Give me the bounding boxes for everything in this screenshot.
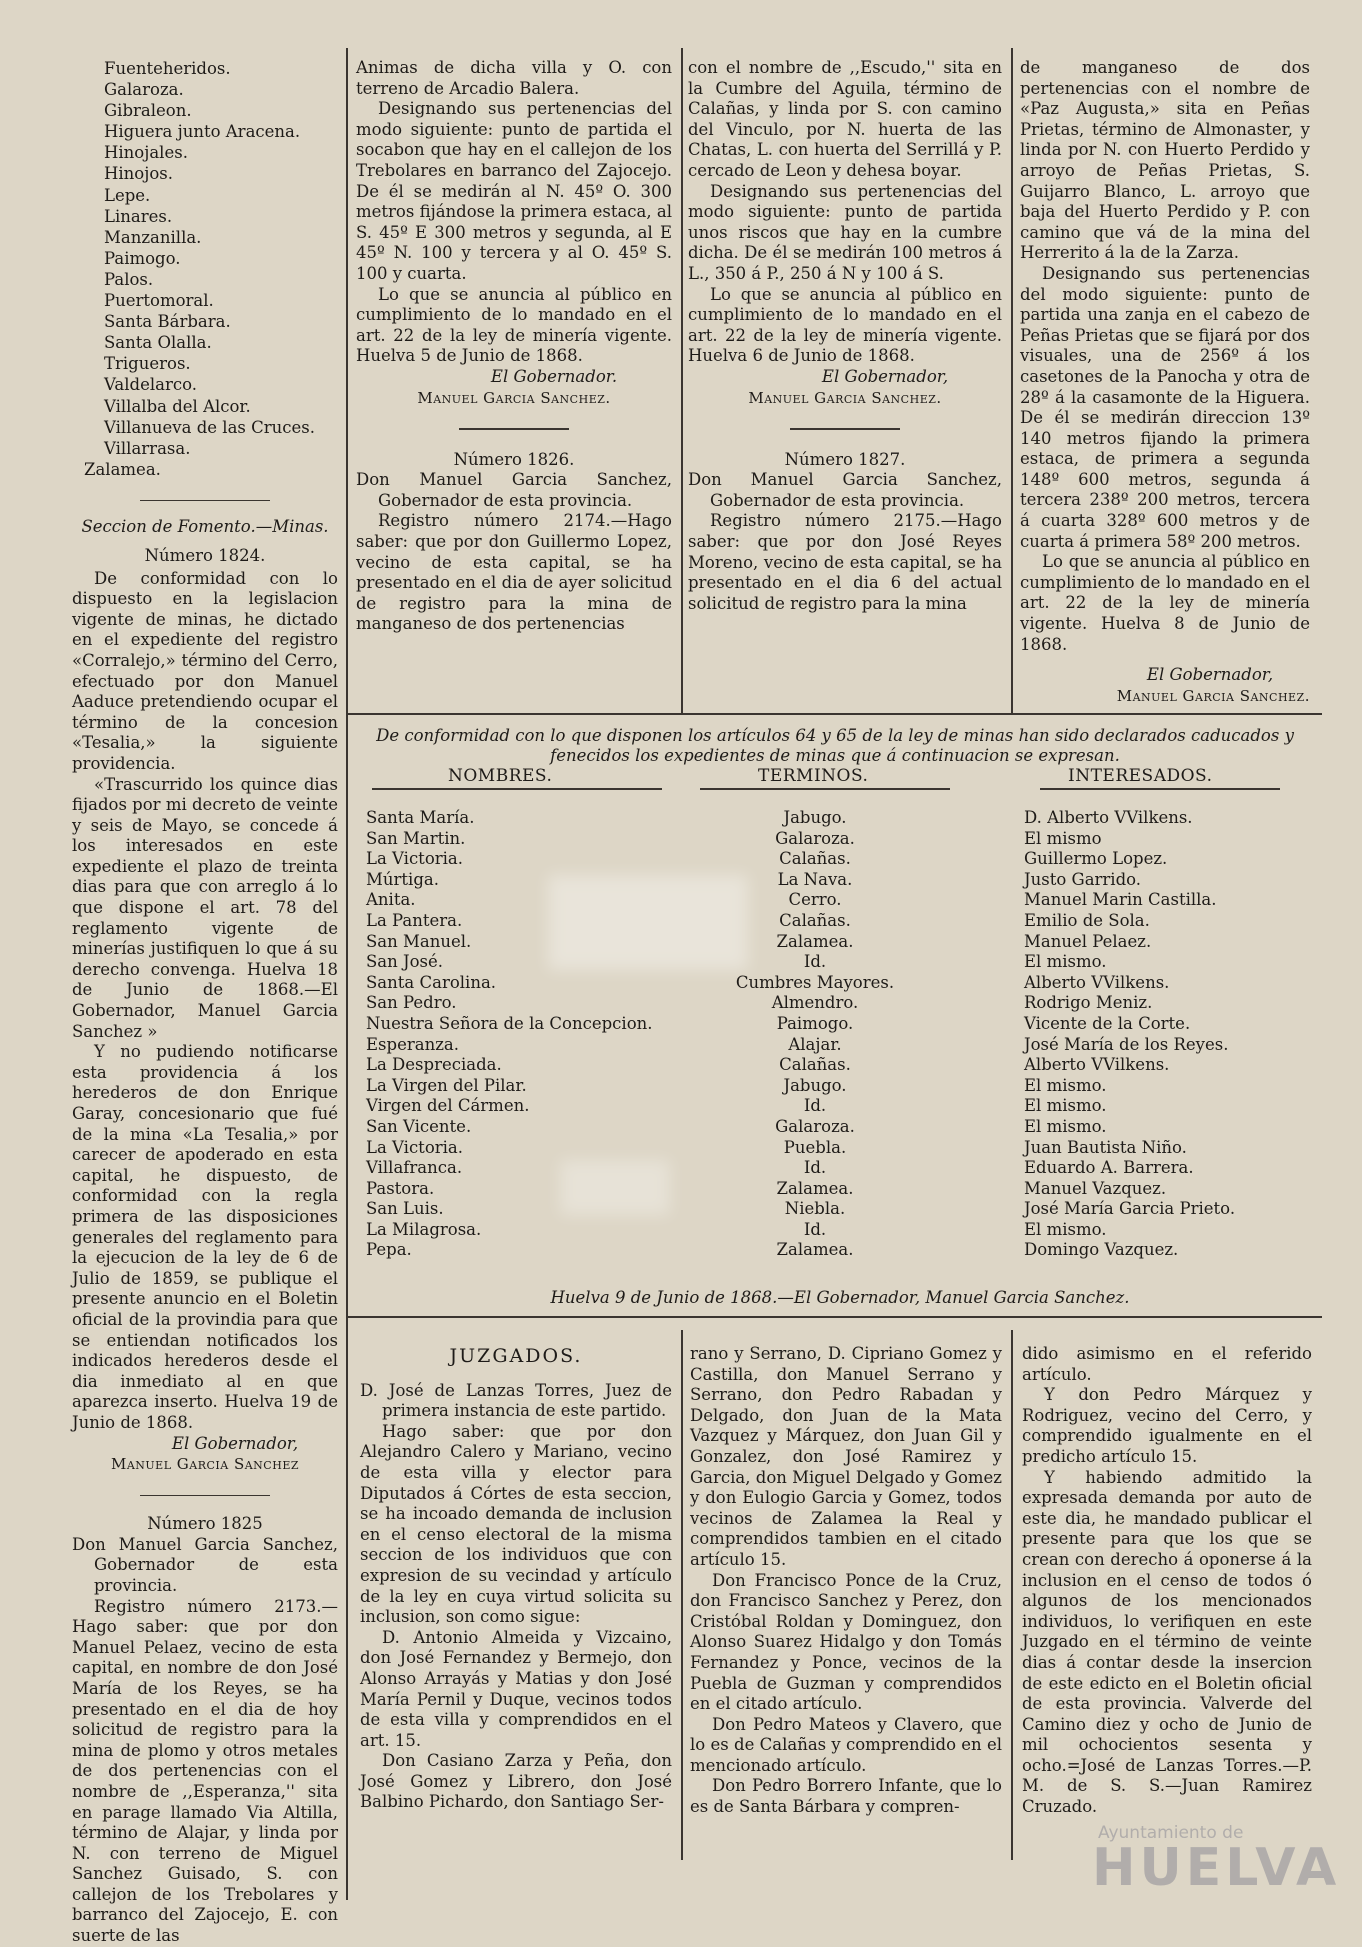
notice-paragraph: «Trascurrido los quince dias fijados por mi decreto de veinte y seis de Mayo, se concede á los interesados en este expediente el plazo de treinta dias para que con arreglo á lo que dispone el art. 78 del reglamento vigente de minerías justifiquen lo que á su derecho convenga. Huelva 18 de Junio de 1868.—El Gobernador, Manuel Garcia Sanchez » [72, 774, 338, 1041]
table-cell-nombre: Esperanza. [366, 1034, 459, 1054]
table-cell-termino: La Nava. [777, 869, 853, 889]
header-nombres: NOMBRES. [448, 766, 553, 786]
table-cell-termino: Zalamea. [776, 931, 854, 951]
table-cell-termino: Cumbres Mayores. [735, 972, 895, 992]
place-item: Valdelarco. [104, 375, 197, 395]
notice-paragraph: Designando sus pertenencias del modo siguiente: punto de partida unos riscos que hay en la cumbre dicha. De él se medirán 100 metros á L., 350 á P., 250 á N y 100 á S. [688, 181, 1002, 283]
notice-paragraph: De conformidad con lo dispuesto en la legislacion vigente de minas, he dictado en el expediente del registro «Corralejo,» término del Cerro, efectuado por don Manuel Aaduce pretendiendo ocupar el término de la concesion «Tesalia,» la siguiente providencia. [72, 568, 338, 773]
table-cell-nombre: Virgen del Cármen. [366, 1096, 530, 1116]
notice-paragraph: dido asimismo en el referido artículo. [1022, 1344, 1312, 1384]
column-rule [1011, 1330, 1013, 1860]
place-item: Galaroza. [104, 80, 184, 100]
place-item: Paimogo. [104, 248, 181, 268]
notice-paragraph: de manganeso de dos pertenencias con el nombre de «Paz Augusta,» sita en Peñas Prietas, término de Almonaster, y linda por N. con Huerto Perdido y arroyo de Peñas Prietas, S. Guijarro Blanco, L. arroyo que baja del Huerto Perdido y P. con camino que vá de la mina del Herrerito á la de la Zarza. [1020, 58, 1310, 263]
places-list [72, 58, 338, 480]
table-cell-interesado: El mismo [1024, 828, 1102, 848]
place-item: Hinojales. [104, 143, 188, 163]
notice-paragraph: Lo que se anuncia al público en cumplimiento de lo mandado en el art. 22 de la ley de minería vigente. Huelva 5 de Junio de 1868. [356, 284, 672, 366]
watermark-line2: HUELVA [1092, 1838, 1341, 1898]
notice-paragraph: Y don Pedro Márquez y Rodriguez, vecino del Cerro, y comprendido igualmente en el predicho artículo 15. [1022, 1385, 1312, 1466]
place-item: Lepe. [104, 185, 151, 205]
section-rule [346, 713, 1322, 715]
table-column-nombres [366, 808, 653, 1261]
table-cell-nombre: Pepa. [366, 1240, 412, 1260]
notice-paragraph: rano y Serrano, D. Cipriano Gomez y Castilla, don Manuel Serrano y Serrano, don Pedro Rabadan y Delgado, don Juan de la Mata Vazquez y Márquez, don Juan Gil y Gonzalez, don José Ramirez y Garcia, don Miguel Delgado y Gomez y don Eulogio Garcia y Gomez, todos vecinos de Zalamea la Real y comprendidos tambien en el citado artículo 15. [690, 1344, 1002, 1569]
notice-paragraph: Lo que se anuncia al público en cumplimiento de lo mandado en el art. 22 de la ley de minería vigente. Huelva 8 de Junio de 1868. [1020, 552, 1310, 654]
signature-title: El Gobernador, [171, 1433, 299, 1453]
table-cell-interesado: El mismo. [1024, 1096, 1107, 1116]
notice-paragraph: con el nombre de ,,Escudo,'' sita en la Cumbre del Aguila, término de Calañas, y linda por S. con camino del Vinculo, por N. huerta de las Chatas, L. con huerta del Serrillá y P. cercado de Leon y dehesa boyar. [688, 58, 1002, 180]
place-item: Santa Olalla. [104, 333, 212, 353]
header-rule [700, 788, 950, 790]
table-cell-nombre: San José. [366, 952, 444, 972]
column-rule [346, 713, 348, 1900]
table-cell-termino: Alajar. [788, 1034, 842, 1054]
column-rule [1011, 48, 1013, 713]
place-item: Villarrasa. [104, 438, 191, 458]
table-cell-interesado: Justo Garrido. [1024, 869, 1142, 889]
table-cell-interesado: Emilio de Sola. [1024, 910, 1150, 930]
place-item: Trigueros. [104, 354, 191, 374]
notice-paragraph: Don Casiano Zarza y Peña, don José Gomez y Librero, don José Balbino Pichardo, don Santiago Ser- [360, 1751, 672, 1812]
table-cell-interesado: Juan Bautista Niño. [1024, 1137, 1187, 1157]
table-cell-interesado: Rodrigo Meniz. [1024, 993, 1153, 1013]
juzgados-heading: JUZGADOS. [449, 1345, 583, 1367]
notice-paragraph: D. Antonio Almeida y Vizcaino, don José Fernandez y Bermejo, don Alonso Arrayás y Matias y don José María Pernil y Duque, vecinos todos de esta villa y comprendidos en el art. 15. [360, 1627, 672, 1750]
place-item: Puertomoral. [104, 291, 214, 311]
notice-paragraph: Animas de dicha villa y O. con terreno de Arcadio Balera. [356, 58, 672, 98]
place-item: Villalba del Alcor. [104, 396, 251, 416]
signature-title: El Gobernador. [490, 366, 618, 386]
juzgados-column-1 [360, 1344, 672, 1813]
table-cell-nombre: Villafranca. [366, 1158, 463, 1178]
signature-title: El Gobernador, [1146, 665, 1274, 685]
table-cell-termino: Calañas. [779, 849, 851, 869]
notice-heading: Don Manuel Garcia Sanchez, Gobernador de esta provincia. [688, 470, 1002, 510]
table-cell-termino: Jabugo. [783, 808, 847, 827]
section-heading: Seccion de Fomento.—Minas. [81, 517, 329, 537]
table-cell-nombre: La Pantera. [366, 910, 463, 930]
place-item: Palos. [104, 269, 154, 289]
table-column-interesados [1024, 808, 1235, 1261]
header-rule [1040, 788, 1280, 790]
table-cell-termino: Id. [803, 952, 827, 972]
table-cell-interesado: Vicente de la Corte. [1024, 1013, 1191, 1033]
table-cell-termino: Zalamea. [776, 1178, 854, 1198]
header-interesados: INTERESADOS. [1068, 766, 1213, 786]
caducados-footer: Huelva 9 de Junio de 1868.—El Gobernador, Manuel Garcia Sanchez. [550, 1288, 1130, 1307]
table-cell-interesado: El mismo. [1024, 1116, 1107, 1136]
table-cell-nombre: Múrtiga. [366, 869, 439, 889]
divider [790, 428, 900, 430]
table-cell-nombre: San Pedro. [366, 993, 457, 1013]
table-cell-interesado: El mismo. [1024, 1075, 1107, 1095]
table-cell-nombre: La Despreciada. [366, 1055, 502, 1075]
place-item: Villanueva de las Cruces. [104, 417, 315, 437]
table-cell-nombre: Pastora. [366, 1178, 435, 1198]
table-cell-interesado: El mismo. [1024, 1219, 1107, 1239]
place-item: Higuera junto Aracena. [104, 122, 301, 142]
signature-name: Manuel Garcia Sanchez. [748, 388, 942, 407]
table-cell-interesado: Alberto VVilkens. [1024, 972, 1170, 992]
divider [140, 500, 270, 502]
divider [140, 1495, 270, 1497]
header-terminos: TERMINOS. [758, 766, 869, 786]
table-cell-nombre: Santa Carolina. [366, 972, 497, 992]
notice-paragraph: Lo que se anuncia al público en cumplimiento de lo mandado en el art. 22 de la ley de minería vigente. Huelva 6 de Junio de 1868. [688, 284, 1002, 366]
notice-paragraph: Registro número 2175.—Hago saber: que por don José Reyes Moreno, vecino de esta capital, se ha presentado en el dia 6 del actual solicitud de registro para la mina [688, 511, 1002, 613]
table-cell-termino: Id. [803, 1219, 827, 1239]
table-cell-nombre: La Milagrosa. [366, 1219, 482, 1239]
notice-paragraph: Registro número 2173.—Hago saber: que por don Manuel Pelaez, vecino de esta capital, en nombre de don José María de los Reyes, se ha presentado en el dia de hoy solicitud de registro para la mina de plomo y otros metales de dos pertenencias con el nombre de ,,Esperanza,'' sita en parage llamado Via Altilla, término de Alajar, y linda por N. con terreno de Miguel Sanchez Guisado, S. con callejon de los Trebolares y barranco del Zajocejo, E. con suerte de las [72, 1596, 338, 1946]
place-item: Linares. [104, 206, 173, 226]
table-cell-nombre: San Martin. [366, 828, 466, 848]
juzgados-heading-text: D. José de Lanzas Torres, Juez de primera instancia de este partido. [360, 1380, 672, 1421]
notice-paragraph: Y no pudiendo notificarse esta providencia á los herederos de don Enrique Garay, concesionario que fué de la mina «La Tesalia,» por carecer de apoderado en esta capital, he dispuesto, de conformidad con la regla primera de las disposiciones generales del reglamento para la ejecucion de la ley de 6 de Julio de 1859, se publique el presente anuncio en el Boletin oficial de la provindia para que se entiendan notificados los indicados herederos desde el dia inmediato al en que aparezca inserto. Huelva 19 de Junio de 1868. [72, 1042, 338, 1432]
table-cell-termino: Id. [803, 1158, 827, 1178]
divider [459, 428, 569, 430]
place-item: Gibraleon. [104, 101, 192, 121]
table-cell-termino: Zalamea. [776, 1240, 854, 1260]
caducados-intro: De conformidad con lo que disponen los artículos 64 y 65 de la ley de minas han sido declarados caducados y fenecidos los expedientes de minas que á continuacion se expresan. [376, 726, 1294, 765]
section-rule [346, 1316, 1322, 1318]
signature-name: Manuel Garcia Sanchez. [417, 388, 611, 407]
table-cell-interesado: Domingo Vazquez. [1024, 1240, 1179, 1260]
notice-paragraph: Designando sus pertenencias del modo siguiente: punto de partida el socabon que hay en el callejon de los Trebolares en barranco del Zajocejo. De él se medirán al N. 45º O. 300 metros fijándose la primera estaca, al S. 45º E 300 metros y segunda, al E 45º N. 100 y tercera y al O. 45º S. 100 y cuarta. [356, 99, 672, 283]
table-cell-termino: Niebla. [784, 1199, 846, 1219]
table-column-terminos [690, 808, 940, 1261]
juzgados-column-3 [1022, 1344, 1312, 1818]
signature-name: Manuel Garcia Sanchez. [1116, 686, 1310, 705]
place-item: Hinojos. [104, 164, 173, 184]
column-rule [681, 1330, 683, 1860]
notice-heading: Don Manuel Garcia Sanchez, Gobernador de esta provincia. [72, 1534, 338, 1595]
table-cell-termino: Galaroza. [775, 1116, 855, 1136]
notice-paragraph: Don Pedro Mateos y Clavero, que lo es de Calañas y comprendido en el mencionado artículo. [690, 1714, 1002, 1775]
notice-paragraph: Don Francisco Ponce de la Cruz, don Francisco Sanchez y Perez, don Cristóbal Roldan y Dominguez, don Alonso Suarez Hidalgo y don Tomás Fernandez y Ponce, vecinos de la Puebla de Guzman y comprendidos en el citado artículo. [690, 1570, 1002, 1714]
table-cell-nombre: Nuestra Señora de la Concepcion. [366, 1013, 653, 1033]
place-item: Santa Bárbara. [104, 312, 231, 332]
column-rule [681, 48, 683, 713]
notice-paragraph: Designando sus pertenencias del modo siguiente: punto de partida una zanja en el cabezo de Peñas Prietas que se fijará por dos visuales, una de 256º á los casetones de la Panocha y otra de 28º á la casamonte de la Higuera. De él se medirán direccion 13º 140 metros fijando la primera estaca, de primera a segunda 148º 600 metros, segunda á tercera 238º 200 metros, tercera á cuarta 328º 600 metros y de cuarta á primera 58º 200 metros. [1020, 263, 1310, 551]
notice-title: Número 1824. [144, 545, 266, 565]
place-item: Zalamea. [84, 459, 161, 479]
watermark-line1: Ayuntamiento de [1098, 1823, 1244, 1843]
notice-title: Número 1827. [784, 449, 906, 469]
table-cell-interesado: Eduardo A. Barrera. [1024, 1158, 1194, 1178]
table-cell-termino: Calañas. [779, 910, 851, 930]
place-item: Fuenteheridos. [104, 59, 231, 78]
table-cell-termino: Almendro. [771, 993, 859, 1013]
notice-heading: Don Manuel Garcia Sanchez, Gobernador de esta provincia. [356, 470, 672, 510]
column-3 [688, 58, 1002, 614]
table-cell-interesado: Guillermo Lopez. [1024, 849, 1168, 869]
table-cell-interesado: José María Garcia Prieto. [1024, 1199, 1236, 1219]
table-cell-termino: Calañas. [779, 1055, 851, 1075]
table-cell-interesado: El mismo. [1024, 952, 1107, 972]
table-cell-termino: Puebla. [783, 1137, 847, 1157]
notice-paragraph: Registro número 2174.—Hago saber: que por don Guillermo Lopez, vecino de esta capital, se ha presentado en el dia de ayer solicitud de registro para la mina de manganeso de dos pertenencias [356, 511, 672, 634]
column-rule [346, 48, 348, 713]
notice-paragraph: Y habiendo admitido la expresada demanda por auto de este dia, he mandado publicar el presente para que los que se crean con derecho á oponerse á la inclusion en el censo de todos ó algunos de los mencionados individuos, lo verifiquen en este Juzgado en el término de veinte dias á contar desde la insercion de este edicto en el Boletin oficial de esta provincia. Valverde del Camino diez y ocho de Junio de mil ochocientos sesenta y ocho.=José de Lanzas Torres.—P. M. de S. S.—Juan Ramirez Cruzado. [1022, 1467, 1312, 1817]
table-cell-nombre: San Manuel. [366, 931, 472, 951]
table-cell-interesado: Alberto VVilkens. [1024, 1055, 1170, 1075]
place-item: Manzanilla. [104, 227, 202, 247]
table-cell-termino: Galaroza. [775, 828, 855, 848]
table-cell-termino: Jabugo. [783, 1075, 847, 1095]
table-cell-interesado: Manuel Marin Castilla. [1024, 890, 1217, 910]
table-cell-nombre: La Victoria. [366, 1137, 463, 1157]
table-cell-nombre: Santa María. [366, 808, 475, 827]
table-cell-interesado: D. Alberto VVilkens. [1024, 808, 1193, 827]
table-cell-termino: Paimogo. [776, 1013, 854, 1033]
table-cell-interesado: Manuel Pelaez. [1024, 931, 1152, 951]
table-cell-termino: Id. [803, 1096, 827, 1116]
signature-title: El Gobernador, [821, 366, 949, 386]
column-4 [1020, 58, 1310, 706]
table-cell-termino: Cerro. [788, 890, 842, 910]
table-cell-interesado: José María de los Reyes. [1024, 1034, 1229, 1054]
notice-title: Número 1826. [453, 449, 575, 469]
signature-name: Manuel Garcia Sanchez [110, 1455, 299, 1474]
juzgados-column-2 [690, 1344, 1002, 1818]
table-cell-nombre: La Victoria. [366, 849, 463, 869]
table-cell-nombre: Anita. [366, 890, 416, 910]
notice-paragraph: Hago saber: que por don Alejandro Calero y Mariano, vecino de esta villa y elector para Diputados á Córtes de esta seccion, se ha incoado demanda de inclusion en el censo electoral de la misma seccion de los individuos que con expresion de su vecindad y artículo de la ley en cuya virtud solicita su inclusion, son como sigue: [360, 1421, 672, 1627]
table-cell-nombre: San Vicente. [366, 1116, 472, 1136]
table-cell-interesado: Manuel Vazquez. [1024, 1178, 1167, 1198]
column-1 [72, 58, 338, 1947]
header-rule [372, 788, 662, 790]
notice-paragraph: Don Pedro Borrero Infante, que lo es de Santa Bárbara y compren- [690, 1776, 1002, 1817]
column-2 [356, 58, 672, 635]
notice-title: Número 1825 [147, 1514, 263, 1534]
table-cell-nombre: La Virgen del Pilar. [366, 1075, 527, 1095]
table-cell-nombre: San Luis. [366, 1199, 444, 1219]
watermark-logo [1072, 1823, 1362, 1898]
